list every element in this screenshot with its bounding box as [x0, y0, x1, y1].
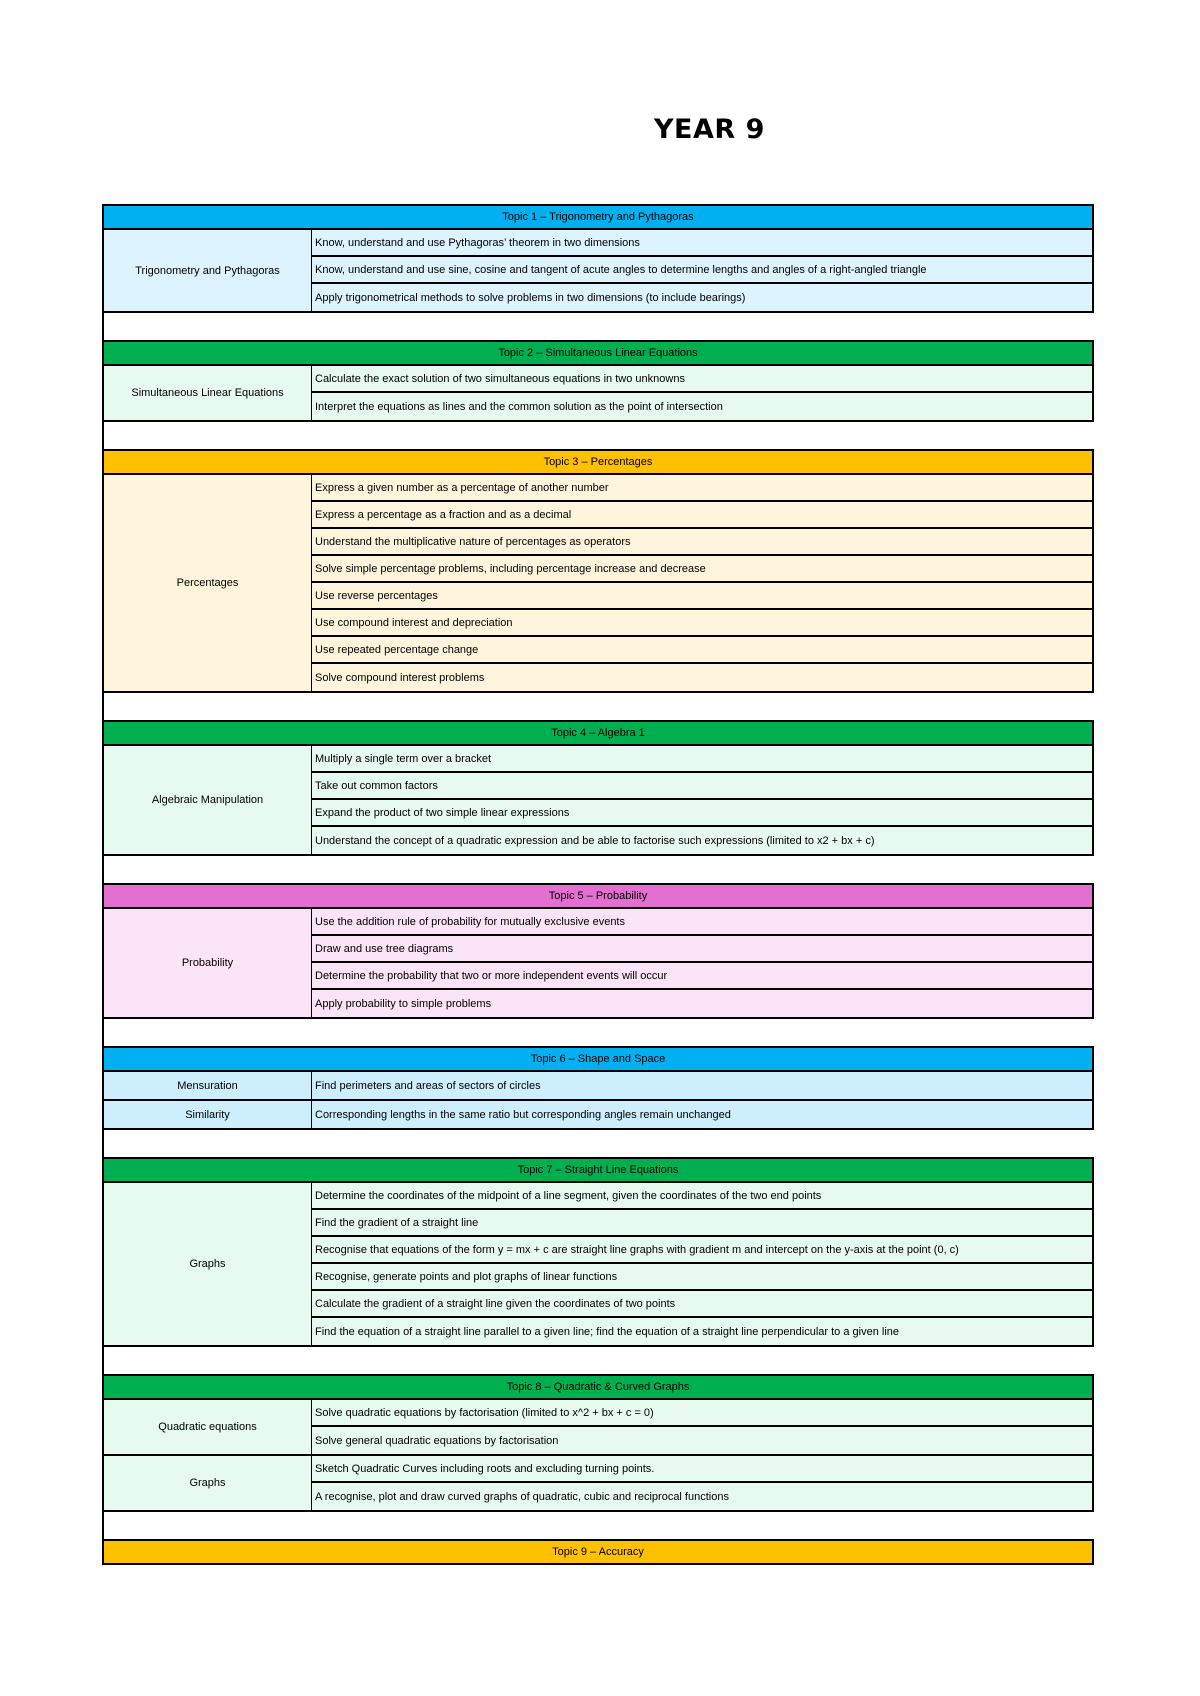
- topic-group: [104, 1183, 1092, 1345]
- spacer-row: [102, 1347, 1094, 1374]
- objective-row: Know, understand and use sine, cosine and tangent of acute angles to determine lengths and angles of a right-angled triangle: [312, 257, 1092, 284]
- objective-row: Solve simple percentage problems, including percentage increase and decrease: [312, 556, 1092, 583]
- objective-row: Use reverse percentages: [312, 583, 1092, 610]
- objective-row: Sketch Quadratic Curves including roots and excluding turning points.: [312, 1456, 1092, 1483]
- subtopic-label: Probability: [104, 909, 312, 1017]
- spacer-row: [102, 1019, 1094, 1046]
- topic-group: [104, 1099, 1092, 1128]
- objective-row: A recognise, plot and draw curved graphs of quadratic, cubic and reciprocal functions: [312, 1483, 1092, 1510]
- topic-group: [104, 475, 1092, 691]
- topic-group: [104, 1454, 1092, 1510]
- topic-group: [104, 1400, 1092, 1454]
- objective-row: Express a given number as a percentage of another number: [312, 475, 1092, 502]
- topic-header: Topic 6 – Shape and Space: [102, 1046, 1094, 1072]
- topic-table: [102, 366, 1094, 422]
- spacer-row: [102, 856, 1094, 883]
- objective-row: Use compound interest and depreciation: [312, 610, 1092, 637]
- objective-row: Find the gradient of a straight line: [312, 1210, 1092, 1237]
- topic-header: Topic 1 – Trigonometry and Pythagoras: [102, 204, 1094, 230]
- topic-table: [102, 1183, 1094, 1347]
- topic-header: Topic 2 – Simultaneous Linear Equations: [102, 340, 1094, 366]
- objective-row: Solve quadratic equations by factorisation (limited to x^2 + bx + c = 0): [312, 1400, 1092, 1427]
- topic-table: [102, 475, 1094, 693]
- topic-group: [104, 366, 1092, 420]
- objective-row: Use repeated percentage change: [312, 637, 1092, 664]
- curriculum-sheet: [102, 204, 1094, 1565]
- objective-row: Expand the product of two simple linear expressions: [312, 800, 1092, 827]
- objective-row: Understand the concept of a quadratic expression and be able to factorise such expressions (limited to x2 + bx + c): [312, 827, 1092, 854]
- objective-row: Recognise, generate points and plot graphs of linear functions: [312, 1264, 1092, 1291]
- objective-row: Solve general quadratic equations by factorisation: [312, 1427, 1092, 1454]
- objective-row: Calculate the gradient of a straight line given the coordinates of two points: [312, 1291, 1092, 1318]
- topic-header: Topic 3 – Percentages: [102, 449, 1094, 475]
- objective-row: Interpret the equations as lines and the common solution as the point of intersection: [312, 393, 1092, 420]
- topic-header: Topic 4 – Algebra 1: [102, 720, 1094, 746]
- subtopic-label: Trigonometry and Pythagoras: [104, 230, 312, 311]
- objective-row: Determine the coordinates of the midpoint of a line segment, given the coordinates of the two end points: [312, 1183, 1092, 1210]
- objective-row: Find the equation of a straight line parallel to a given line; find the equation of a straight line perpendicular to a given line: [312, 1318, 1092, 1345]
- objective-row: Understand the multiplicative nature of percentages as operators: [312, 529, 1092, 556]
- objective-row: Use the addition rule of probability for mutually exclusive events: [312, 909, 1092, 936]
- topic-header: Topic 5 – Probability: [102, 883, 1094, 909]
- spacer-row: [102, 313, 1094, 340]
- objective-row: Corresponding lengths in the same ratio but corresponding angles remain unchanged: [312, 1101, 1092, 1128]
- topic-table: [102, 230, 1094, 313]
- topic-header: Topic 9 – Accuracy: [102, 1539, 1094, 1565]
- topic-table: [102, 1400, 1094, 1512]
- topic-table: [102, 746, 1094, 856]
- topic-group: [104, 230, 1092, 311]
- spacer-row: [102, 1512, 1094, 1539]
- objective-row: Recognise that equations of the form y = mx + c are straight line graphs with gradient m and intercept on the y-axis at the point (0, c): [312, 1237, 1092, 1264]
- objective-row: Find perimeters and areas of sectors of circles: [312, 1072, 1092, 1099]
- subtopic-label: Graphs: [104, 1183, 312, 1345]
- objective-row: Solve compound interest problems: [312, 664, 1092, 691]
- objective-row: Take out common factors: [312, 773, 1092, 800]
- topic-group: [104, 909, 1092, 1017]
- subtopic-label: Mensuration: [104, 1072, 312, 1099]
- subtopic-label: Quadratic equations: [104, 1400, 312, 1454]
- subtopic-label: Percentages: [104, 475, 312, 691]
- objective-row: Determine the probability that two or more independent events will occur: [312, 963, 1092, 990]
- spacer-row: [102, 1130, 1094, 1157]
- page-title: YEAR 9: [654, 114, 765, 145]
- subtopic-label: Graphs: [104, 1456, 312, 1510]
- spacer-row: [102, 422, 1094, 449]
- subtopic-label: Simultaneous Linear Equations: [104, 366, 312, 420]
- topic-table: [102, 909, 1094, 1019]
- topic-table: [102, 1072, 1094, 1130]
- topic-group: [104, 1072, 1092, 1099]
- objective-row: Apply probability to simple problems: [312, 990, 1092, 1017]
- topic-header: Topic 7 – Straight Line Equations: [102, 1157, 1094, 1183]
- subtopic-label: Algebraic Manipulation: [104, 746, 312, 854]
- objective-row: Calculate the exact solution of two simultaneous equations in two unknowns: [312, 366, 1092, 393]
- objective-row: Know, understand and use Pythagoras’ theorem in two dimensions: [312, 230, 1092, 257]
- objective-row: Multiply a single term over a bracket: [312, 746, 1092, 773]
- subtopic-label: Similarity: [104, 1101, 312, 1128]
- spacer-row: [102, 693, 1094, 720]
- objective-row: Apply trigonometrical methods to solve problems in two dimensions (to include bearings): [312, 284, 1092, 311]
- objective-row: Express a percentage as a fraction and as a decimal: [312, 502, 1092, 529]
- topic-group: [104, 746, 1092, 854]
- topic-header: Topic 8 – Quadratic & Curved Graphs: [102, 1374, 1094, 1400]
- objective-row: Draw and use tree diagrams: [312, 936, 1092, 963]
